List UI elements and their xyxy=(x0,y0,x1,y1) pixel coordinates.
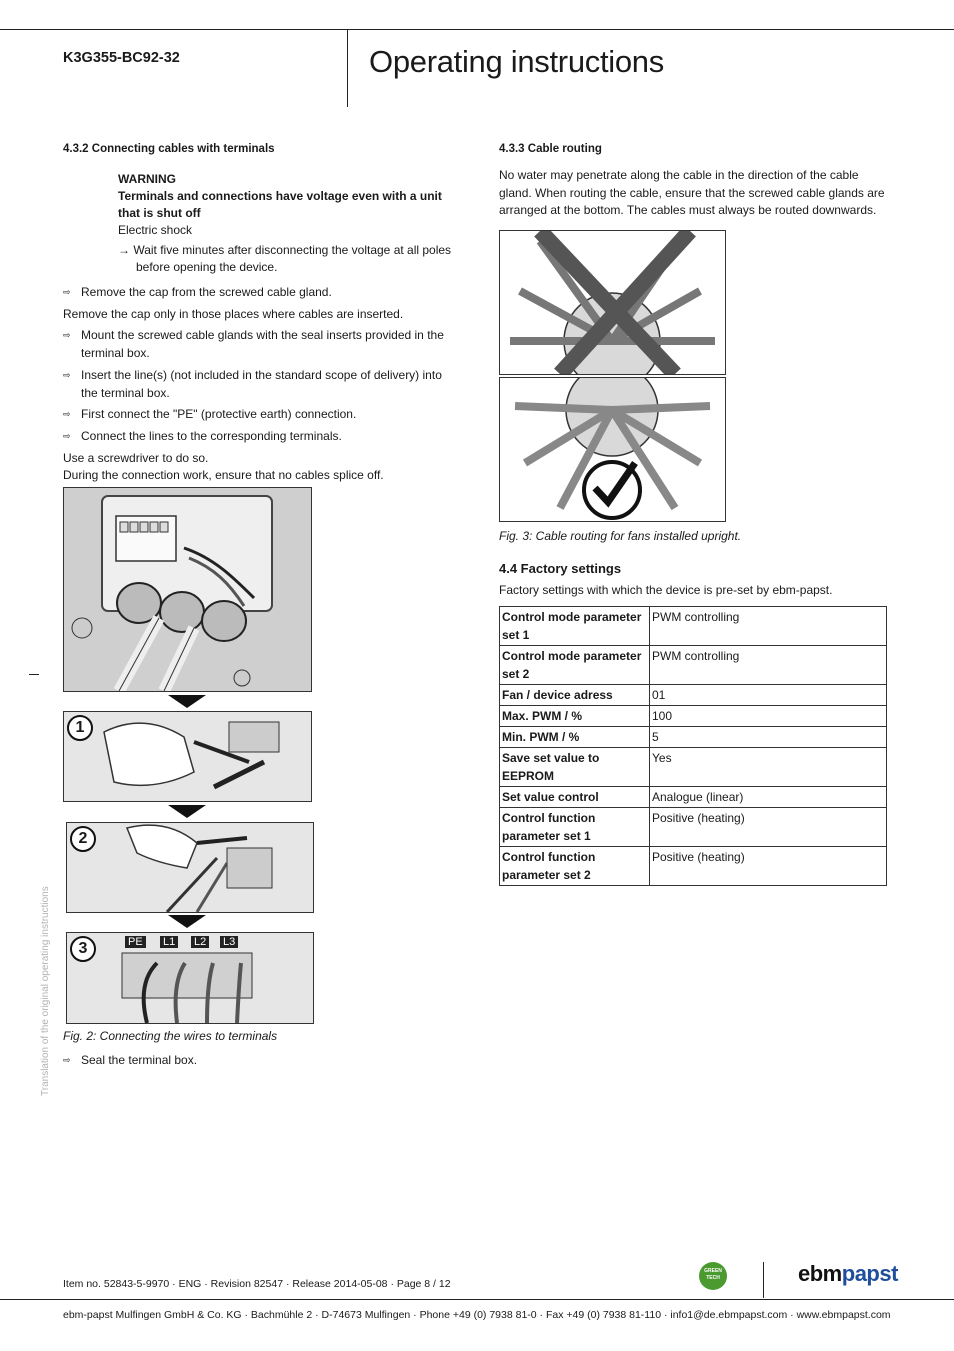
step-arrow-icon xyxy=(168,695,206,708)
step-3-illustration xyxy=(67,933,313,1023)
step-connect-lines: Connect the lines to the corresponding terminals. xyxy=(81,429,342,443)
ebmpapst-logo xyxy=(798,1261,898,1287)
table-value: 100 xyxy=(650,706,887,727)
margin-mark xyxy=(29,674,39,675)
step-remove-cap: Remove the cap from the screwed cable gland. xyxy=(81,285,332,299)
figure-2-caption: Fig. 2: Connecting the wires to terminals xyxy=(63,1029,278,1043)
table-value: PWM controlling xyxy=(650,646,887,685)
table-key: Set value control xyxy=(500,787,650,808)
table-row xyxy=(500,607,887,646)
table-row xyxy=(500,685,887,706)
arrow-bullet-icon: ⇨ xyxy=(63,287,71,297)
note-screwdriver: Use a screwdriver to do so. xyxy=(63,451,209,465)
table-row xyxy=(500,748,887,787)
terminal-box-illustration xyxy=(64,488,311,691)
cable-routing-correct-illustration xyxy=(500,378,725,521)
cable-routing-correct-image xyxy=(499,377,726,522)
warning-block xyxy=(118,171,458,276)
step-arrow-icon xyxy=(168,915,206,928)
footer-rule xyxy=(0,1299,954,1300)
terminal-label-pe: PE xyxy=(125,936,146,948)
warning-hazard: Electric shock xyxy=(118,223,193,237)
header-divider xyxy=(347,29,348,107)
table-row xyxy=(500,706,887,727)
warning-label: WARNING xyxy=(118,172,176,186)
step-1-image xyxy=(63,711,312,802)
arrow-bullet-icon: ⇨ xyxy=(63,370,71,380)
model-number: K3G355-BC92-32 xyxy=(63,50,180,66)
section-heading-cable-routing: 4.3.3 Cable routing xyxy=(499,143,602,155)
note-splice: During the connection work, ensure that no cables splice off. xyxy=(63,468,384,482)
arrow-bullet-icon: ⇨ xyxy=(63,1055,71,1065)
note-remove-cap: Remove the cap only in those places where cables are inserted. xyxy=(63,307,404,321)
cable-routing-text: No water may penetrate along the cable in the direction of the cable gland. When routing the cable, ensure that the screwed cable glands are arranged at the bottom. The cables must always be routed downwards. xyxy=(499,168,885,217)
terminal-label-l3: L3 xyxy=(220,936,238,948)
figure-3-caption: Fig. 3: Cable routing for fans installed upright. xyxy=(499,529,742,543)
header-top-rule xyxy=(0,29,954,30)
side-translation-note: Translation of the original operating instructions xyxy=(40,886,51,1096)
table-value: Analogue (linear) xyxy=(650,787,887,808)
step-mount-glands: Mount the screwed cable glands with the seal inserts provided in the terminal box. xyxy=(81,328,444,360)
step-1-illustration xyxy=(64,712,311,801)
step-2-illustration xyxy=(67,823,313,912)
table-key: Control function parameter set 1 xyxy=(500,808,650,847)
step-seal-box: Seal the terminal box. xyxy=(81,1053,198,1067)
step-number-2: 2 xyxy=(70,826,96,852)
table-key: Control mode parameter set 1 xyxy=(500,607,650,646)
arrow-bullet-icon: ⇨ xyxy=(63,409,71,419)
table-row xyxy=(500,646,887,685)
cable-routing-wrong-illustration xyxy=(500,231,725,374)
step-insert-lines: Insert the line(s) (not included in the standard scope of delivery) into the terminal box. xyxy=(81,368,442,400)
arrow-bullet-icon: ⇨ xyxy=(63,330,71,340)
warning-action: → Wait five minutes after disconnecting the voltage at all poles before opening the device. xyxy=(118,243,452,274)
terminal-box-image xyxy=(63,487,312,692)
section-heading-connecting: 4.3.2 Connecting cables with terminals xyxy=(63,143,275,155)
logo-ebm: ebm xyxy=(798,1261,842,1286)
table-value: 5 xyxy=(650,727,887,748)
step-3-image xyxy=(66,932,314,1024)
table-row xyxy=(500,727,887,748)
footer-address: ebm-papst Mulfingen GmbH & Co. KG · Bachmühle 2 · D-74673 Mulfingen · Phone +49 (0) 7938 81-0 · Fax +49 (0) 7938 81-110 · info1@de.ebmpapst.com · www.ebmpapst.com xyxy=(63,1309,891,1321)
table-value: Yes xyxy=(650,748,887,787)
table-value: Positive (heating) xyxy=(650,847,887,886)
arrow-bullet-icon: ⇨ xyxy=(63,431,71,441)
table-row xyxy=(500,787,887,808)
warning-headline: Terminals and connections have voltage even with a unit that is shut off xyxy=(118,189,442,220)
greentech-label: GREEN TECH xyxy=(704,1268,722,1281)
footer-item-info: Item no. 52843-5-9970 · ENG · Revision 82547 · Release 2014-05-08 · Page 8 / 12 xyxy=(63,1278,451,1290)
table-key: Control function parameter set 2 xyxy=(500,847,650,886)
page-title: Operating instructions xyxy=(369,44,664,79)
table-value: 01 xyxy=(650,685,887,706)
factory-settings-table xyxy=(499,606,887,886)
factory-intro: Factory settings with which the device is pre-set by ebm-papst. xyxy=(499,583,833,597)
table-key: Max. PWM / % xyxy=(500,706,650,727)
terminal-label-l1: L1 xyxy=(160,936,178,948)
table-key: Save set value to EEPROM xyxy=(500,748,650,787)
table-value: Positive (heating) xyxy=(650,808,887,847)
table-value: PWM controlling xyxy=(650,607,887,646)
step-connect-pe: First connect the "PE" (protective earth) connection. xyxy=(81,407,357,421)
footer-logo-divider xyxy=(763,1262,764,1298)
step-number-3: 3 xyxy=(70,936,96,962)
step-arrow-icon xyxy=(168,805,206,818)
step-number-1: 1 xyxy=(67,715,93,741)
terminal-label-l2: L2 xyxy=(191,936,209,948)
step-2-image xyxy=(66,822,314,913)
table-key: Min. PWM / % xyxy=(500,727,650,748)
section-heading-factory: 4.4 Factory settings xyxy=(499,561,622,576)
table-row xyxy=(500,808,887,847)
table-key: Control mode parameter set 2 xyxy=(500,646,650,685)
table-row xyxy=(500,847,887,886)
cable-routing-wrong-image xyxy=(499,230,726,375)
greentech-icon xyxy=(699,1262,727,1290)
table-key: Fan / device adress xyxy=(500,685,650,706)
logo-papst: papst xyxy=(841,1261,898,1286)
